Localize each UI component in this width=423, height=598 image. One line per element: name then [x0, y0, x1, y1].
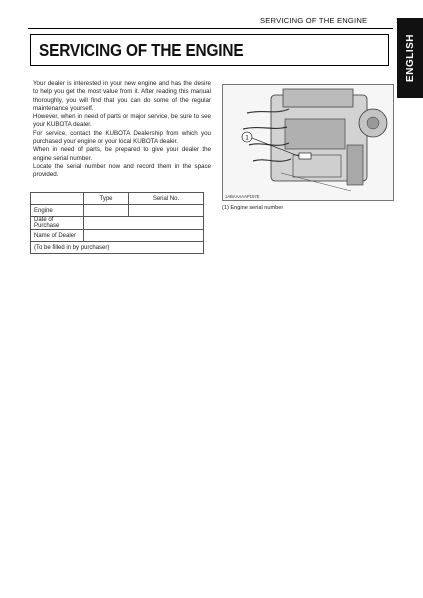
engine-figure [222, 84, 394, 201]
running-header [260, 16, 400, 25]
cell-name-of-dealer[interactable] [84, 230, 204, 242]
header-rule [28, 28, 393, 29]
intro-text [33, 80, 211, 180]
table-header-row [31, 193, 204, 205]
figure-code: 1ABAAAAAP157E [225, 194, 260, 199]
intro-paragraph: Locate the serial number now and record them in the space provided. [33, 162, 211, 179]
table-footnote: (To be filled in by purchaser) [31, 242, 204, 254]
engine-illustration [223, 85, 394, 201]
intro-paragraph: Your dealer is interested in your new engine and has the desire to help you get the most value from it. After reading this manual thoroughly, you will find that you can do some of the regular maintenance yourself. [33, 80, 211, 112]
table-header-type: Type [84, 193, 129, 205]
row-label-dealer: Name of Dealer [31, 230, 84, 242]
cell-engine-type[interactable] [84, 205, 129, 217]
table-header-serial: Serial No. [129, 193, 204, 205]
cell-engine-serial[interactable] [129, 205, 204, 217]
language-tab-label: ENGLISH [404, 34, 416, 82]
row-label-engine: Engine [31, 205, 84, 217]
page-title: SERVICING OF THE ENGINE [39, 39, 244, 60]
serial-number-table [30, 192, 204, 254]
intro-paragraph: However, when in need of parts or major service, be sure to see your KUBOTA dealer. [33, 113, 211, 129]
table-row [31, 205, 204, 217]
language-tab [397, 18, 423, 98]
intro-paragraph: When in need of parts, be prepared to give your dealer the engine serial number. [33, 146, 211, 162]
table-row [31, 242, 204, 254]
table-header-empty [31, 193, 84, 205]
table-row [31, 230, 204, 242]
figure-caption: (1) Engine serial number [222, 205, 284, 211]
page-title-box [30, 34, 389, 66]
row-label-date: Date of Purchase [31, 217, 84, 230]
cell-date-of-purchase[interactable] [84, 217, 204, 230]
running-header-title: SERVICING OF THE ENGINE [260, 16, 368, 25]
intro-paragraph: For service, contact the KUBOTA Dealership from which you purchased your engine or your local KUBOTA dealer. [33, 129, 211, 146]
table-row [31, 217, 204, 230]
callout-number: 1 [245, 135, 249, 142]
